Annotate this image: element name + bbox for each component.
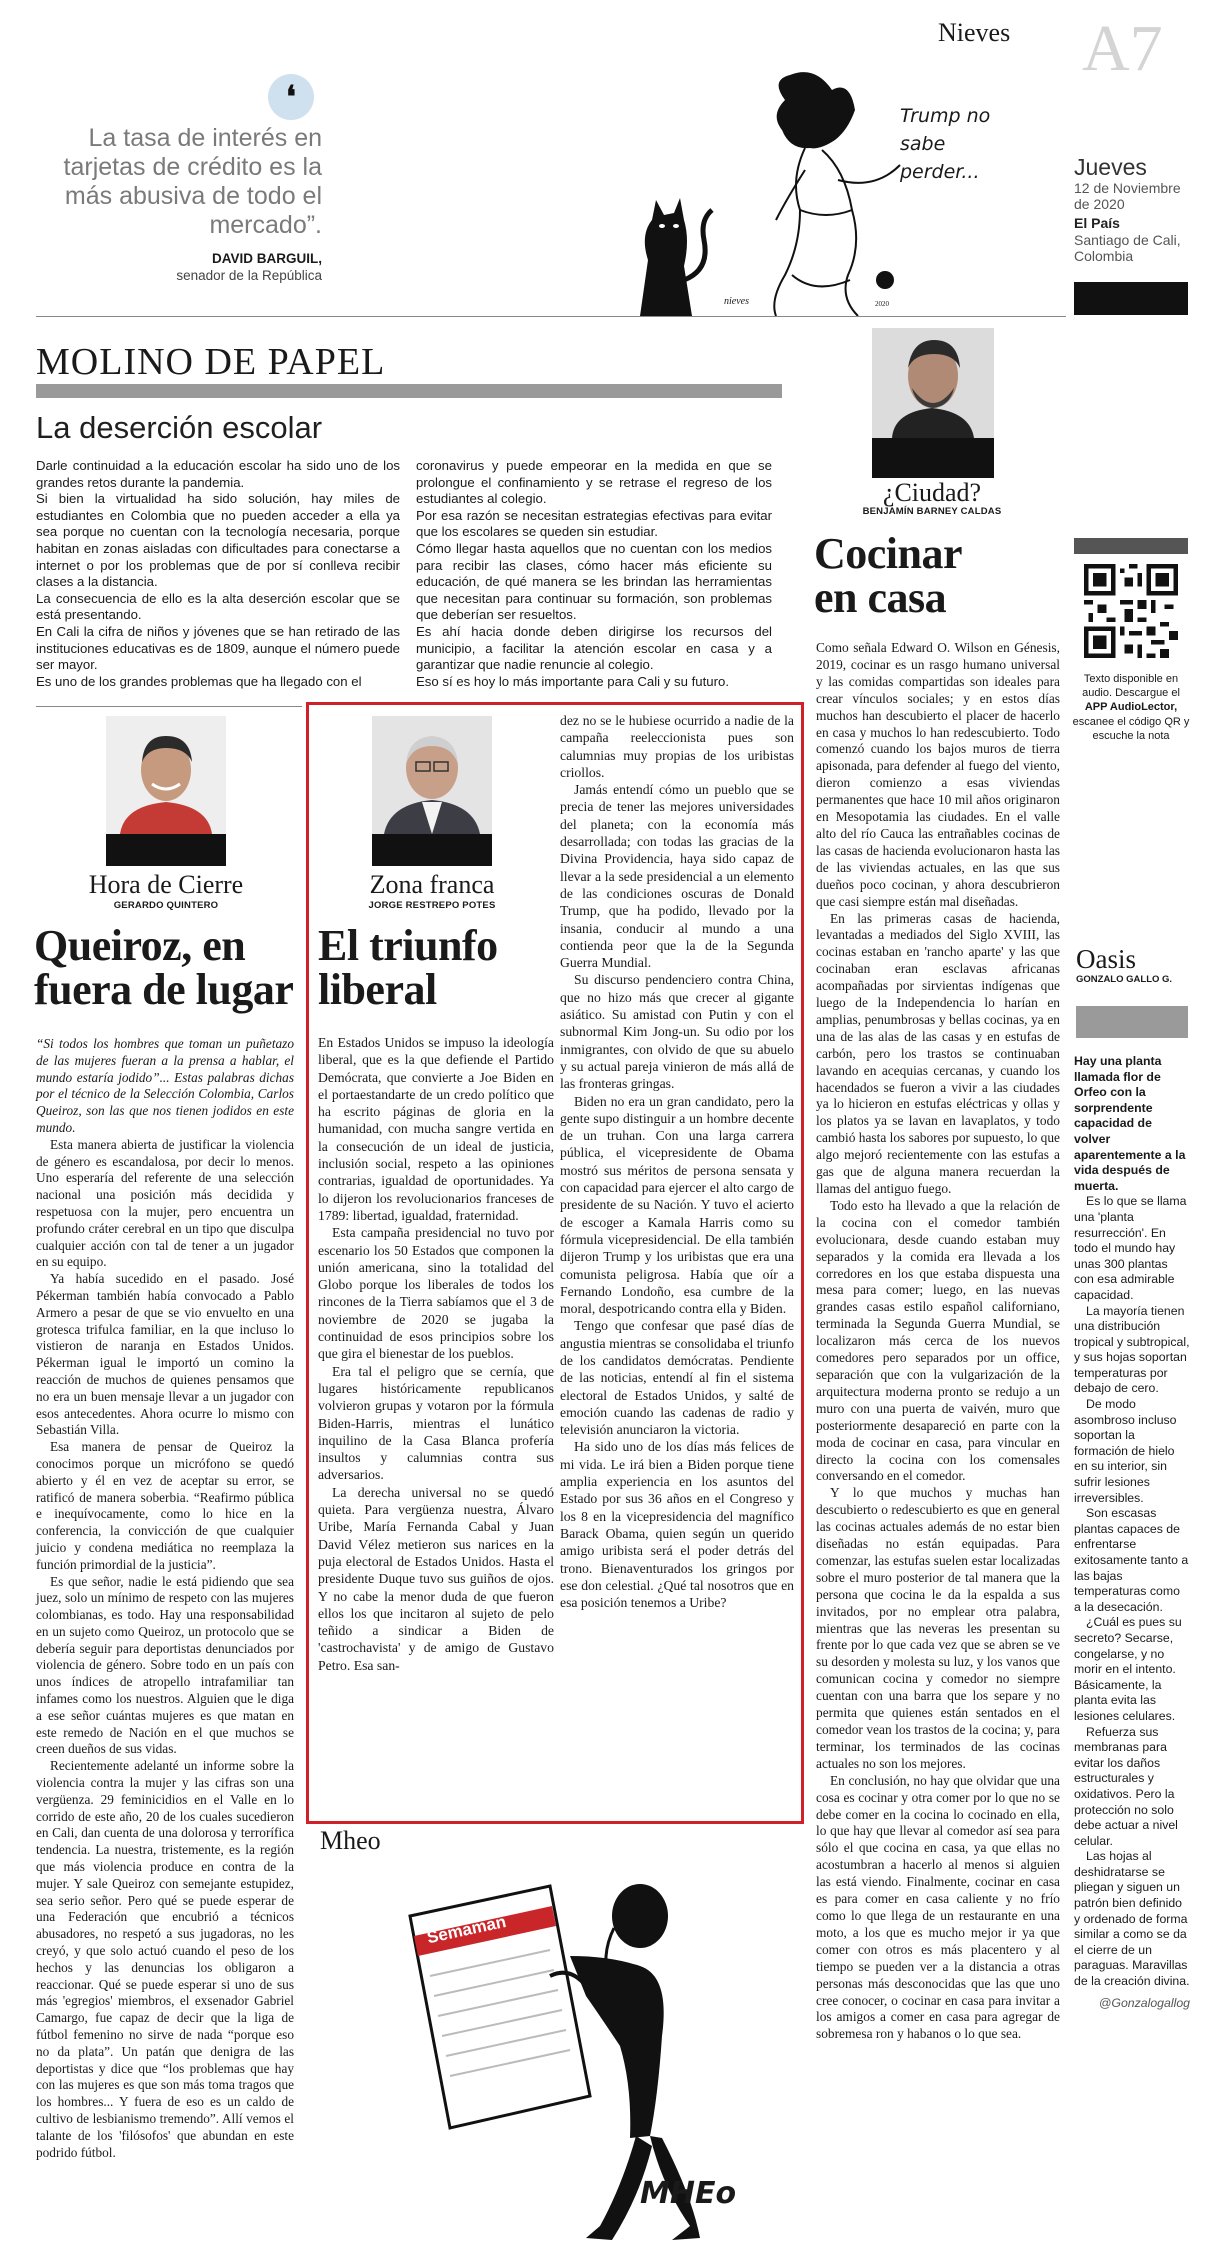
cartoon-caption: Trump no sabe perder...: [900, 105, 991, 183]
author-photo-restrepo: [372, 716, 492, 834]
headline-line: liberal: [318, 965, 437, 1014]
article-paragraph: Ha sido uno de los días más felices de mi vida. Le irá bien a Biden porque tiene amplia experiencia en los asuntos del Estado por sus 36 años en el Congreso y los 8 en la vicepresidencia del magnífico Barack Obama, quien según un querido amigo uribista será el poder detrás del trono. Bienaventurados los gringos por ese don celestial. ¿Qué tal nosotros que en esa posición tenemos a Uribe?: [560, 1439, 794, 1611]
article-paragraph: Esa manera de pensar de Queiroz la conocimos porque un micrófono se quedó abierto y él en vez de aceptar su error, se ratificó de manera soberbia. “Reafirmo pública e inequívocamente, como lo hice en la conferencia, la convicción de que cualquier juicio y condena mediática no reemplaza la función primordial de la justicia”.: [36, 1439, 294, 1572]
quote-icon: ❛: [268, 74, 314, 120]
article-paragraph: Biden no era un gran candidato, pero la gente supo distinguir a un hombre decente de un truhan. Con una larga carrera pública, el vicepresidente de Obama mostró sus méritos de persona sensata y con capacidad para ejercer el alto cargo de presidente de su Nación. Y tuvo el acierto de escoger a Kamala Harris como su fórmula vicepresidencial. De ella también dijeron Trump y los uribistas que era una comunista peligrosa. Había que oír a Fernando Londoño, esa cumbre de la moral, despotricando contra ella y Biden.: [560, 1093, 794, 1317]
article-paragraph: Esta campaña presidencial no tuvo por escenario los 50 Estados que componen la unión americana, sino la totalidad del Globo porque los liberales de todos los rincones de la Tierra sabíamos que el 3 de noviembre de 2020 se jugaba la continuidad de esos principios sobre los que gira el bienestar de los pueblos.: [318, 1225, 554, 1362]
oasis-paragraph: La mayoría tienen una distribución tropical y subtropical, y sus hojas soportan temperaturas por debajo de cero.: [1074, 1303, 1190, 1396]
section-title-molino: MOLINO DE PAPEL: [36, 341, 386, 383]
oasis-paragraph: Las hojas al deshidratarse se pliegan y siguen un patrón bien definido y ordenado de forma similar a como se da el cierre de un paraguas. Maravillas de la creación divina.: [1074, 1849, 1190, 1989]
article-paragraph: Era tal el peligro que se cernía, que lugares históricamente republicanos volvieron grupas y votaron por la fórmula Biden-Harris, mientras el lunático inquilino de la Casa Blanca profería insultos y calumnias contra sus adversarios.: [318, 1363, 554, 1483]
column-kicker-hora: Hora de Cierre: [88, 870, 244, 899]
magazine-title: Semaman: [425, 1911, 508, 1948]
author-photo-quintero: [106, 716, 226, 834]
oasis-body: [1074, 1054, 1190, 2011]
page-number: A7: [1082, 12, 1163, 85]
photo-caption-bar: [106, 834, 226, 866]
article-paragraph: Su discurso pendenciero contra China, que no hizo más que crecer al gigante asiático. Su amistad con Putin y con el subnormal Kim Jong-un. Su odio por los inmigrantes, con olvido de que su abuelo y su actual pareja vinieron de más allá de las fronteras gringas.: [560, 972, 794, 1092]
oasis-handle: @Gonzalogallog: [1098, 1995, 1190, 2010]
cartoon-label: Mheo: [320, 1826, 381, 1855]
headline-line: Cocinar: [814, 529, 963, 578]
qr-instructions: [1072, 672, 1190, 743]
article-paragraph: Esta manera abierta de justificar la violencia de género es escandalosa, por decir lo menos. Uno esperaría del referente de una selección nacional una posición más decidida y respetuosa con la mujer, pero encuentra un profundo cráter cerebral en un tipo que disculpa cualquier acción con tal de tener a un jugador en su equipo.: [36, 1136, 294, 1270]
headline-triunfo: [318, 921, 558, 1014]
grey-rule: [36, 384, 782, 398]
day: Jueves: [1074, 154, 1147, 180]
byline-restrepo: JORGE RESTREPO POTES: [368, 900, 496, 911]
byline-barney: BENJAMÍN BARNEY CALDAS: [862, 506, 1002, 517]
article-triunfo-col-b: [560, 712, 794, 1611]
column-kicker-oasis: Oasis: [1076, 944, 1136, 974]
qr-app-name: APP AudioLector,: [1084, 701, 1178, 714]
article-paragraph: “Si todos los hombres que toman un puñetazo de las mujeres fueran a la prensa a hablar, el mundo estaría jodido”... Estas palabras dichas por el técnico de la Selección Colombia, Carlos Queiroz, son las que nos tienen jodidos en este mundo.: [36, 1036, 294, 1135]
editorial-paragraph: La consecuencia de ello es la alta deserción escolar que se está presentando.: [36, 590, 400, 623]
byline-quintero: GERARDO QUINTERO: [113, 900, 219, 911]
headline-line: El triunfo: [318, 921, 498, 970]
editorial-paragraph: Es ahí hacia donde deben dirigirse los recursos del municipio, a facilitar la atención escolar en casa y a garantizar que nadie renuncie al colegio.: [416, 623, 772, 673]
oasis-paragraph: De modo asombroso incluso soportan la formación de hielo en su interior, sin sufrir lesiones irreversibles.: [1074, 1397, 1177, 1505]
article-paragraph: Es que señor, nadie le está pidiendo que sea juez, solo un mínimo de respeto con las mujeres colombianas, es todo. Hay una responsabilidad en un sujeto como Queiroz, un protocolo que se debería seguir para deportistas denunciados por violencia de género. Sobre todo en un país con unos índices de atropello intrafamiliar tan infames como los nuestros. Alguien que le diga a ese señor cuántas mujeres es que matan en este remedo de Nación en el que muchos se creen dueños de sus vidas.: [36, 1573, 294, 1757]
editorial-paragraph: Si bien la virtualidad ha sido solución, hay miles de estudiantes en Colombia que no pueden acceder a ella ya sea porque no cuentan con la tecnología necesaria, porque habitan en zonas aisladas con dificultades para conectarse a internet o por los problemas que de por sí conlleva recibir clases a la distancia.: [36, 491, 400, 590]
oasis-paragraph: Es lo que se llama una 'planta resurrección'. En todo el mundo hay unas 300 plantas con esa admirable capacidad.: [1074, 1194, 1187, 1302]
editorial-paragraph: Eso sí es hoy lo más importante para Cali y su futuro.: [416, 673, 729, 689]
section-name: Nieves: [938, 18, 1011, 47]
article-triunfo-col-a: [318, 1034, 554, 1674]
grey-rule: [1076, 1006, 1188, 1038]
article-paragraph: En Estados Unidos se impuso la ideología liberal, que es la que defiende el Partido Demócrata, que convierte a Joe Biden en el portaestandarte de un credo político que ha escrito páginas de gloria en la humanidad, con mucha sangre vertida en la consecución de un ideal de justicia, inclusión social, respeto a las opiniones contrarias, igualdad de oportunidades. Ya lo dijeron los revolucionarios franceses de 1789: libertad, igualdad, fraternidad.: [318, 1035, 554, 1223]
cartoon-semana: [400, 1866, 760, 2256]
article-paragraph: Jamás entendí cómo un pueblo que se precia de tener las mejores universidades del planeta; con la economía más desarrollada; con todas las gracias de la Divina Providencia, haya sido capaz de llevar a la sede presidencial a un elemento de las condiciones oscuras de Donald Trump, que ha podido, llevado por la insania, conducir al mundo a una contienda peor que la de la Segunda Guerra Mundial.: [560, 782, 794, 971]
photo-caption-bar: [372, 834, 492, 866]
author-photo-barney: [872, 328, 994, 438]
cartoon-signature: MHEo: [640, 2176, 737, 2211]
quote-attribution: [26, 250, 322, 284]
editorial-paragraph: Por esa razón se necesitan estrategias efectivas para evitar que los escolares se queden sin estudiar.: [416, 507, 772, 540]
editorial-paragraph: Es uno de los grandes problemas que ha llegado con el: [36, 673, 362, 689]
article-cocinar-body: [816, 640, 1060, 2043]
qr-text: Texto disponible en audio. Descargue el: [1082, 673, 1180, 700]
byline-gallo: GONZALO GALLO G.: [1076, 974, 1173, 985]
paper-name: El País: [1074, 215, 1120, 231]
divider: [36, 316, 1066, 317]
headline-line: fuera de lugar: [34, 965, 294, 1014]
oasis-paragraph: Son escasas plantas capaces de enfrentarse exitosamente tanto a las bajas temperaturas como a la desecación.: [1074, 1506, 1189, 1614]
divider: [36, 706, 302, 707]
dateline: [1074, 154, 1214, 264]
headline-queiroz: [34, 921, 304, 1014]
column-kicker-ciudad: ¿Ciudad?: [882, 478, 982, 507]
photo-caption-bar: [872, 438, 994, 478]
article-queiroz-body: [36, 1036, 294, 2161]
article-paragraph: Todo esto ha llevado a que la relación de la cocina con el comedor también evolucionara, desde cuando estaban muy separados y la comida era llevada a los corredores en los que estaba dispuesta una mesa para comer; luego, en las nuevas grandes casas estilo español californiano, terminada la Segunda Guerra Mundial, se localizaron más cerca de los nuevos comedores pero separados por un office, separación que con la vulgarización de la arquitectura moderna pronto se redujo a un muro con una puerta de vaivén, muro que posteriormente desapareció en parte con la moda de cocinar en casa, para vincular en directo la cocina con los comensales conversando en el comedor.: [816, 1197, 1060, 1484]
article-paragraph: La derecha universal no se quedó quieta. Para vergüenza nuestra, Álvaro Uribe, María Fernanda Cabal y Juan David Vélez metieron sus narices en la puja electoral de Estados Unidos. Hasta el presidente Duque tuvo sus guiños de ojos. Y no cabe la menor duda de que fueron ellos los que incitaron al sujeto de pelo teñido a sindicar a Biden de 'castrochavista' y de amigo de Gustavo Petro. Esa san-: [318, 1484, 554, 1673]
cartoon-signature: nieves: [724, 296, 749, 307]
quote-author: DAVID BARGUIL,: [212, 251, 322, 266]
editorial-col-2: [416, 458, 772, 690]
oasis-paragraph: Hay una planta llamada flor de Orfeo con la sorprendente capacidad de volver aparentemente a la vida después de muerta.: [1074, 1054, 1186, 1193]
black-bar: [1074, 282, 1188, 315]
article-paragraph: Como señala Edward O. Wilson en Génesis, 2019, cocinar es un rasgo humano universal y las comidas compartidas son ideales para crear vínculos sociales; y en estos días muchos han descubierto el placer de hacerlo en casa y muchos lo han redescubierto. Todo comenzó cuando los bajos muros de tierra apisonada, para defender al fuego del viento, dieron comienzo a esas viviendas permanentes que hace 10 mil años originaron en Mesopotamia las ciudades. En el valle alto del río Cauca las entrañables cocinas de las casas de hacienda evolucionaron hasta las de las viviendas actuales, en las que sus dueños poco cocinan, y ahora descubrieron que casi siempre están mal diseñadas.: [816, 640, 1060, 909]
article-paragraph: dez no se le hubiese ocurrido a nadie de la campaña reeleccionista pues son calumnias muy propias de los uribistas criollos.: [560, 713, 794, 780]
oasis-paragraph: Refuerza sus membranas para evitar los daños estructurales y oxidativos. Pero la protección no solo debe actuar a nivel celular.: [1074, 1724, 1178, 1848]
article-paragraph: En las primeras casas de hacienda, levantadas a mediados del Siglo XVIII, las cocinas estaban en 'rancho aparte' y las que cocinaban eran esclavas africanas acompañadas por sirvientas indígenas que luego de la Independencia lo harían en amplias, penumbrosas y bellas cocinas, ya en una de las alas de las casas y en estufas de carbón, pero los trastos se continuaban lavando en acequias cercanas, y cuando los hacendados se fueron a vivir a las ciudades ya lo hicieron en estufas eléctricas y ollas y los platos ya se lavan en lavaplatos, y todo cambió hasta los sabores por supuesto, lo que algo mejoró recientemente con las estufas a gas que de alguna manera recuerdan la llamas del antiguo fuego.: [816, 910, 1060, 1196]
article-paragraph: En conclusión, no hay que olvidar que una cosa es cocinar y otra comer por lo que no se debe comer en la cocina lo cocinado en ella, lo que hay que llevar al comedor así sea para sólo el que cocina en casa, ya que ellas no acostumbran a hacerlo al menos si alguien las está viendo. Finalmente, cocinar en casa es para comer en casa caliente y no frío como lo que llega de un restaurante en una moto, a los que es mucho mejor ir ya que comer con otros es más placentero y al tiempo se pueden ver a la distancia a otras personas más desconocidas que las que uno cree conocer, o cocinar en casa para invitar a los amigos a comer en casa para agregar de sobremesa ron y habanos o lo que sea.: [816, 1772, 1060, 2042]
editorial-paragraph: Cómo llegar hasta aquellos que no cuentan con los medios para recibir las clases, cómo hacer más eficiente su educación, de qué manera se les brindan las herramientas que necesitan para continuar su formación, son problemas que deberían ser resueltos.: [416, 540, 772, 623]
editorial-col-1: [36, 458, 400, 690]
article-paragraph: Recientemente adelanté un informe sobre la violencia contra la mujer y las cifras son una vergüenza. 29 feminicidios en el Valle en lo corrido de este año, 20 de los cuales sucedieron en Cali, dan cuenta de una dolorosa y terrorífica tendencia. La nuestra, tristemente, es la región que más violencia produce en contra de la mujer. Y sale Queiroz con semejante estupidez, sea serio señor. Pero qué se puede esperar de una Federación que encubrió a técnicos abusadores, no respetó a sus jugadoras, no les creyó, y que solo actuó cuando el peso de los hechos y las denuncias los obligaron a reaccionar. Qué se puede esperar si uno de sus más 'egregios' miembros, el exsenador Gabriel Camargo, fue capaz de decir que la liga de fútbol femenino no sirve de nada “porque eso no da plata”. Un patán que denigra de las deportistas y dice que “los problemas que hay con las mujeres es que son más toma tragos que los hombres... Y fuera de eso es un caldo de cultivo de lesbianismo tremendo”. Allí vemos el talante de los 'filósofos' que abundan en este podrido fútbol.: [36, 1758, 294, 2160]
city: Santiago de Cali, Colombia: [1074, 232, 1181, 264]
article-paragraph: Y lo que muchos y muchas han descubierto o redescubierto es que en general las cocinas actuales además de no estar bien diseñadas no están equipadas. Para comenzar, las estufas suelen estar localizadas sobre el muro posterior de tal manera que la persona que cocina le da la espalda a sus invitados, por no emplear otra palabra, mientras que las neveras les presentan su frente por lo que cada vez que se abren se ve su desorden y molesta su luz, y los vanos que comunican cocina y comedor no siempre cuentan con una barra que los separe y no permita que quienes están sentados en el comedor vean los trastos de la cocina; y, para terminar, los terminados de las cocinas actuales no son los mejores.: [816, 1485, 1060, 1771]
qr-text: escanee el código QR y escuche la nota: [1072, 715, 1190, 742]
cartoon-year: 2020: [875, 300, 889, 308]
editorial-paragraph: coronavirus y puede empeorar en la medida en que se prolongue el confinamiento y se retrase el regreso de los estudiantes al colegio.: [416, 458, 772, 507]
pull-quote: La tasa de interés en tarjetas de crédito es la más abusiva de todo el mercado”.: [63, 124, 322, 239]
headline-line: Queiroz, en: [34, 921, 246, 970]
editorial-headline: La deserción escolar: [36, 410, 323, 445]
qr-code-icon[interactable]: [1084, 564, 1178, 658]
cartoon-trump: [600, 70, 1070, 320]
article-paragraph: Ya había sucedido en el pasado. José Pékerman también había convocado a Pablo Armero a pesar de que se vio envuelto en una grotesca trifulca familiar, en la que incluso lo vistieron de naranja en Estados Unidos. Pékerman igual le importó un comino la reacción de muchos de quienes pensamos que no era un buen mensaje llevar a un jugador con esos antecedentes. Ahora ocurre lo mismo con Sebastián Villa.: [36, 1271, 294, 1438]
headline-line: en casa: [814, 573, 947, 622]
editorial-paragraph: En Cali la cifra de niños y jóvenes que se han retirado de las instituciones educativas es de 1809, aunque el número puede ser mayor.: [36, 623, 400, 673]
rail-bar: [1074, 538, 1188, 554]
oasis-paragraph: ¿Cuál es pues su secreto? Secarse, congelarse, y no morir en el intento. Básicamente, la planta evita las lesiones celulares.: [1074, 1615, 1182, 1723]
date: 12 de Noviembre de 2020: [1074, 180, 1181, 212]
article-paragraph: Tengo que confesar que pasé días de angustia mientras se consolidaba el triunfo de los candidatos demócratas. Pendiente de las noticias, entendí al fin el sistema electoral de Estados Unidos, y salté de emoción cuando las cadenas de radio y televisión anunciaron la victoria.: [560, 1318, 794, 1438]
quote-role: senador de la República: [176, 268, 322, 283]
headline-cocinar: [814, 529, 1054, 622]
column-kicker-zona: Zona franca: [369, 870, 495, 899]
editorial-paragraph: Darle continuidad a la educación escolar ha sido uno de los grandes retos durante la pandemia.: [36, 458, 400, 490]
